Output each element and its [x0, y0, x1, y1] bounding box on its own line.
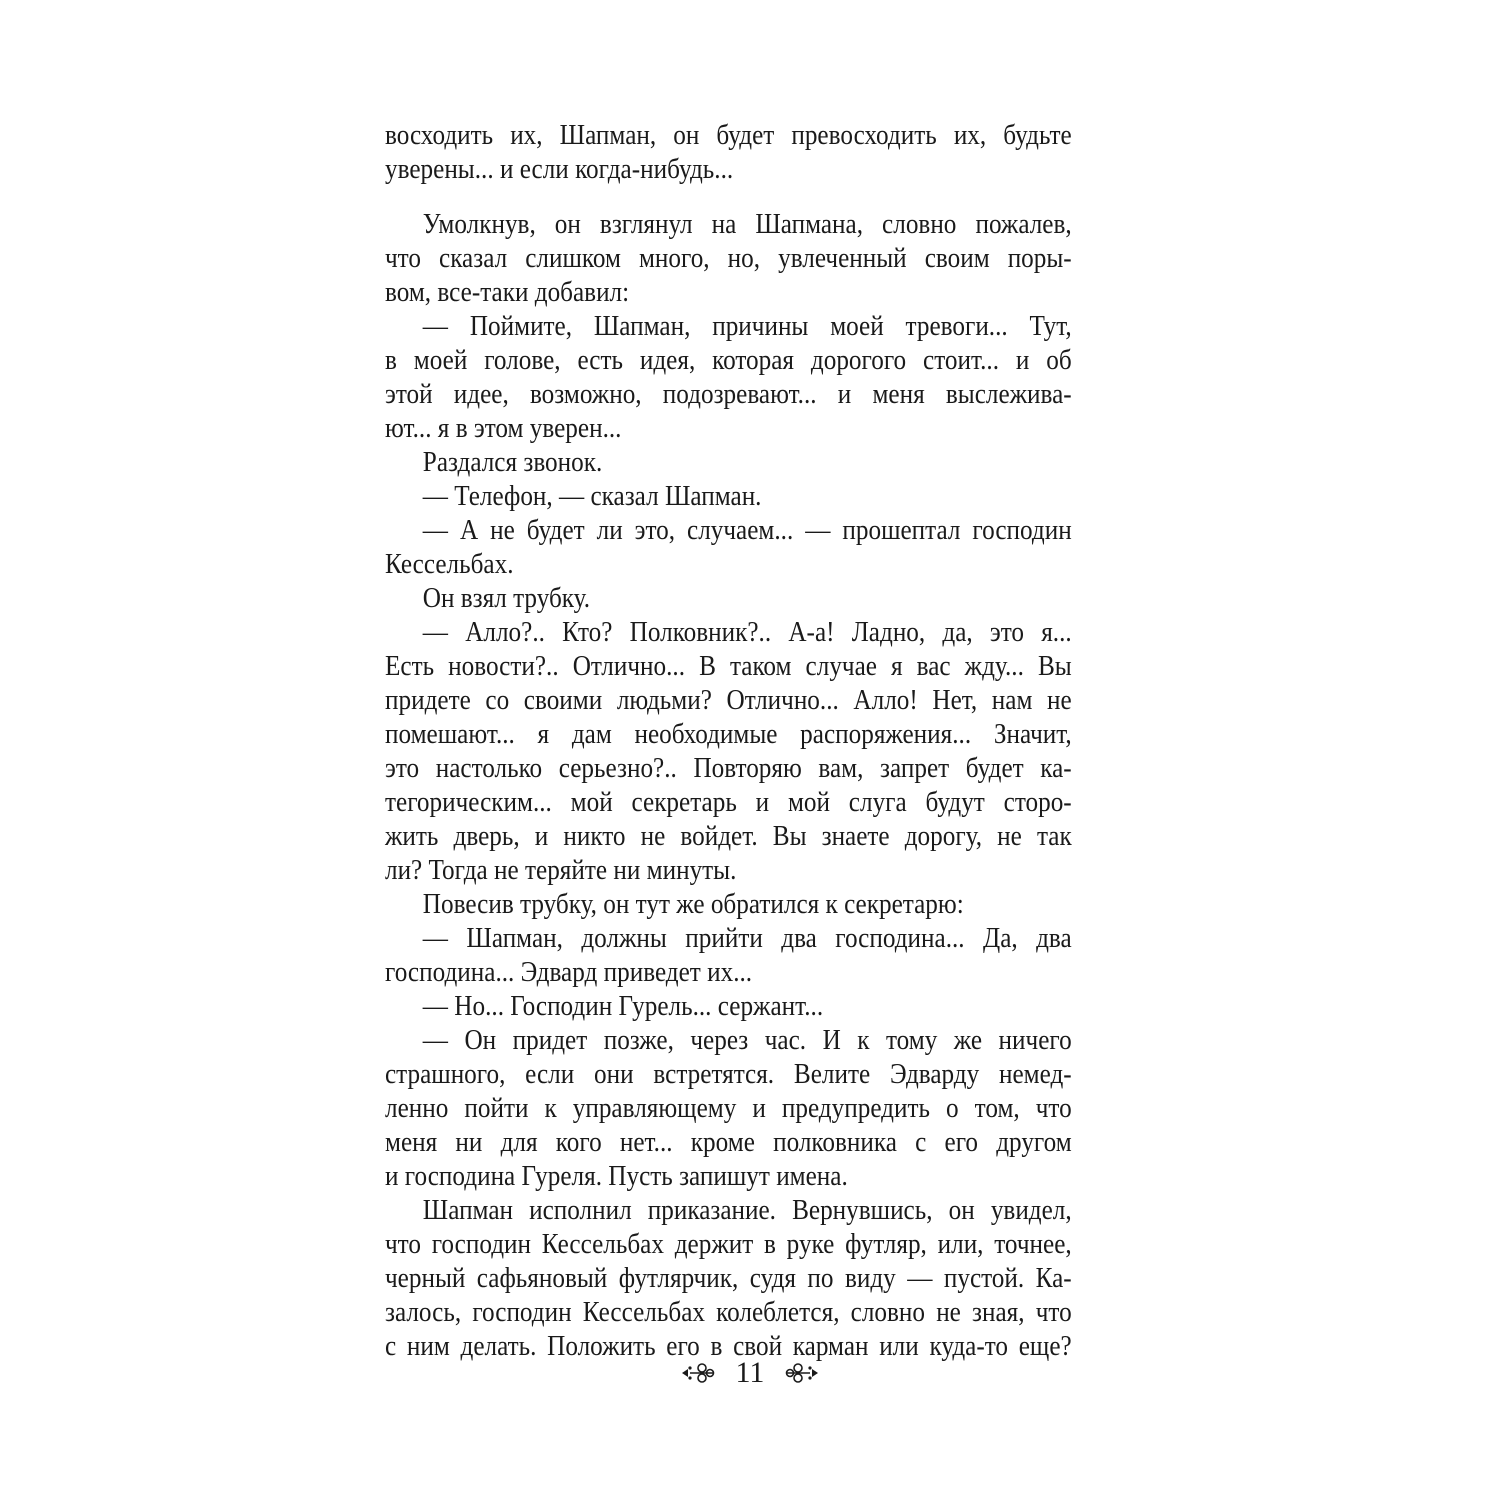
text-line: меня ни для кого нет... кроме полковника с его другом — [385, 1127, 1072, 1158]
text-line: ют... я в этом уверен... — [385, 413, 622, 444]
text-line: господина... Эдвард приведет их... — [385, 957, 753, 988]
text-line: — Шапман, должны прийти два господина... Да, два — [422, 923, 1072, 954]
text-line: Повесив трубку, он тут же обратился к секретарю: — [422, 889, 964, 920]
text-line: уверены... и если когда-нибудь... — [385, 154, 734, 185]
page-body-text — [385, 119, 1072, 1364]
text-line: это настолько серьезно?.. Повторяю вам, запрет будет ка- — [385, 753, 1072, 784]
text-line: в моей голове, есть идея, которая дорогого стоит... и об — [385, 345, 1072, 376]
text-line: что сказал слишком много, но, увлеченный своим поры- — [385, 243, 1072, 274]
text-line: тегорическим... мой секретарь и мой слуга будут сторо- — [385, 787, 1072, 818]
text-line: — Поймите, Шапман, причины моей тревоги... Тут, — [422, 311, 1072, 342]
text-line: ленно пойти к управляющему и предупредить о том, что — [385, 1093, 1072, 1124]
text-line: придете со своими людьми? Отлично... Алло! Нет, нам не — [385, 685, 1072, 716]
page-number: 11 — [735, 1356, 765, 1389]
text-line: Есть новости?.. Отлично... В таком случае я вас жду... Вы — [385, 651, 1072, 682]
text-line: ли? Тогда не теряйте ни минуты. — [385, 855, 737, 886]
text-line: помешают... я дам необходимые распоряжения... Значит, — [385, 719, 1072, 750]
text-line: восходить их, Шапман, он будет превосходить их, будьте — [385, 120, 1072, 151]
text-line: вом, все-таки добавил: — [385, 277, 630, 308]
text-line: Он взял трубку. — [422, 583, 591, 614]
text-line: — Телефон, — сказал Шапман. — [422, 481, 762, 512]
text-line: что господин Кессельбах держит в руке футляр, или, точнее, — [385, 1229, 1072, 1260]
page-footer — [0, 1356, 1500, 1390]
left-flourish-icon — [680, 1361, 716, 1385]
text-line: этой идее, возможно, подозревают... и меня выслежива- — [385, 379, 1072, 410]
text-line: — Он придет позже, через час. И к тому же ничего — [422, 1025, 1072, 1056]
right-flourish-icon — [784, 1361, 820, 1385]
text-line: жить дверь, и никто не войдет. Вы знаете дорогу, не так — [385, 821, 1072, 852]
text-line: Шапман исполнил приказание. Вернувшись, он увидел, — [422, 1195, 1072, 1226]
text-line: — А не будет ли это, случаем... — прошептал господин — [422, 515, 1072, 546]
text-line: черный сафьяновый футлярчик, судя по виду — пустой. Ка- — [385, 1263, 1072, 1294]
text-line: Умолкнув, он взглянул на Шапмана, словно пожалев, — [422, 209, 1072, 240]
text-line: с ним делать. Положить его в свой карман или куда-то еще? — [385, 1331, 1072, 1362]
text-line: Кессельбах. — [385, 549, 514, 580]
text-line: Раздался звонок. — [422, 447, 603, 478]
text-line: страшного, если они встретятся. Велите Эдварду немед- — [385, 1059, 1072, 1090]
text-line: и господина Гуреля. Пусть запишут имена. — [385, 1161, 848, 1192]
text-line: залось, господин Кессельбах колеблется, словно не зная, что — [385, 1297, 1072, 1328]
text-line: — Но... Господин Гурель... сержант... — [422, 991, 824, 1022]
text-line: — Алло?.. Кто? Полковник?.. А-а! Ладно, да, это я... — [422, 617, 1072, 648]
